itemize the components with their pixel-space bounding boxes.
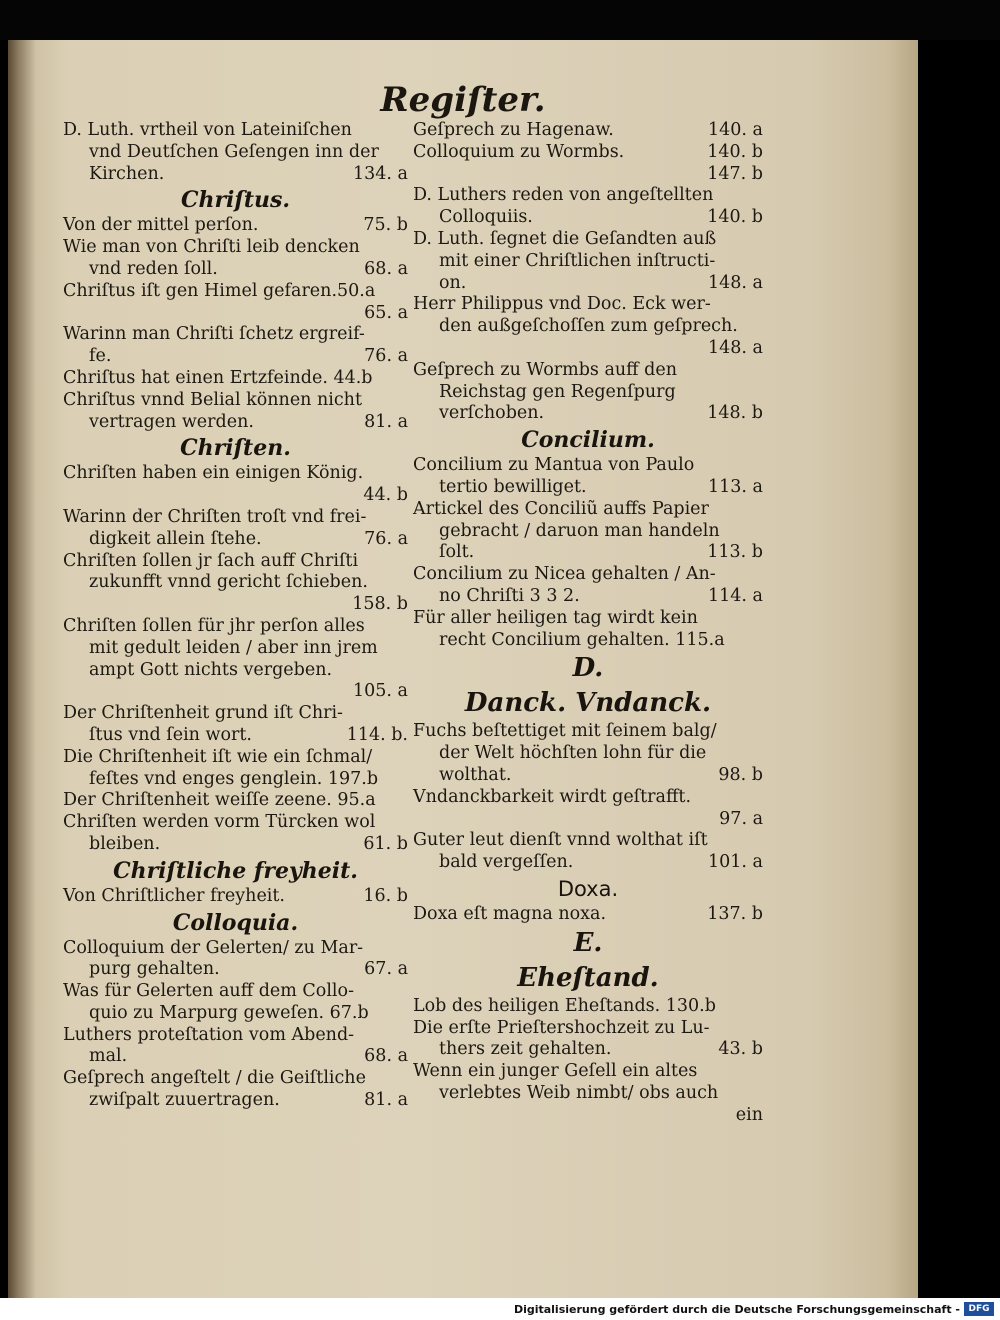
entry-text-line: purg gehalten. 67. a <box>89 959 408 980</box>
index-entry <box>413 1018 763 1062</box>
index-entry <box>63 938 408 982</box>
entry-text-line: tertio bewilliget. 113. a <box>439 476 763 497</box>
entry-text-line: Kirchen. 134. a <box>89 163 408 184</box>
entry-text-line: Geſprech angeſtelt / die Geiſtliche <box>63 1068 366 1089</box>
entry-text-line: digkeit allein ſtehe. 76. a <box>89 528 408 549</box>
index-entry <box>63 812 408 856</box>
entry-text-line: Warinn der Chriſten troſt vnd frei- <box>63 506 367 527</box>
left-column <box>63 120 408 1112</box>
entry-text-line: Chriſtus iſt gen Himel gefaren.50.a <box>63 280 376 301</box>
entry-text-line: Reichstag gen Regenſpurg <box>439 381 676 402</box>
entry-text-line: gebracht / daruon man handeln <box>439 520 720 541</box>
entry-text-line: Colloquiis. 140. b <box>439 207 763 228</box>
entry-text-line: Wie man von Chriſti leib dencken <box>63 237 360 258</box>
index-entry <box>63 368 408 390</box>
index-entry <box>63 120 408 185</box>
entry-text-line: Artickel des Conciliũ auffs Papier <box>413 498 709 519</box>
entry-text-line: Colloquium der Gelerten/ zu Mar- <box>63 937 364 958</box>
page-reference: ein <box>735 1104 763 1125</box>
section-heading: Concilium. <box>521 427 655 454</box>
entry-text-line: Guter leut dienſt vnnd wolthat iſt <box>413 830 708 851</box>
footer-credit: Digitalisierung gefördert durch die Deutsche Forschungsgemeinschaft - <box>513 1303 960 1316</box>
entry-text-line: Der Chriſtenheit grund iſt Chri- <box>63 703 343 724</box>
index-entry <box>413 455 763 499</box>
entry-text-line: ſtus vnd ſein wort. 114. b. <box>89 724 408 745</box>
entry-text-line: Colloquium zu Wormbs. 140. b <box>413 141 763 162</box>
page-reference: 16. b <box>363 885 408 906</box>
entry-text-line: zukunfft vnnd gericht ſchieben. <box>89 572 368 593</box>
page-reference: 76. a <box>364 346 408 367</box>
entry-text-line: ampt Gott nichts vergeben. <box>89 659 333 680</box>
page-reference: 43. b <box>718 1039 763 1060</box>
page-reference: 97. a <box>719 808 763 829</box>
entry-text-line: Vndanckbarkeit wirdt geſtrafft. <box>413 786 692 807</box>
index-entry <box>63 703 408 747</box>
index-entry <box>413 1061 763 1126</box>
index-entry <box>413 787 763 831</box>
page-reference: 114. b. <box>346 724 408 745</box>
entry-text-line: Concilium zu Mantua von Paulo <box>413 455 695 476</box>
entry-text-line: Herr Philippus vnd Doc. Eck wer- <box>413 294 711 315</box>
page-title: Regiſter. <box>380 80 546 120</box>
entry-text-line: Der Chriſtenheit weiſſe zeene. 95.a <box>63 790 376 811</box>
page-reference: 67. a <box>364 959 408 980</box>
page-reference: 148. b <box>707 403 763 424</box>
page-reference: 140. b <box>707 207 763 228</box>
page-reference: 148. a <box>708 337 763 358</box>
entry-text-line: zwiſpalt zuuertragen. 81. a <box>89 1090 408 1111</box>
index-entry <box>413 904 763 926</box>
entry-text-line: vnd Deutſchen Geſengen inn der <box>89 141 379 162</box>
index-entry <box>63 237 408 281</box>
index-entry <box>413 996 763 1018</box>
entry-text-line: Chriſten ſollen für jhr perſon alles <box>63 615 365 636</box>
page-reference: 158. b <box>352 594 408 615</box>
entry-text-line: wolthat. 98. b <box>439 764 763 785</box>
page-reference: 61. b <box>363 833 408 854</box>
entry-text-line: Die Chriſtenheit iſt wie ein ſchmal/ <box>63 746 373 767</box>
entry-text-line: Fuchs beſtettiget mit ſeinem balg/ <box>413 721 717 742</box>
entry-text-line: D. Luthers reden von angeſtellten <box>413 185 714 206</box>
page-reference: 105. a <box>353 681 408 702</box>
section-heading: Chriſtliche freyheit. <box>113 857 358 884</box>
entry-text-line: der Welt höchſten lohn für die <box>439 743 707 764</box>
index-entry <box>63 1068 408 1112</box>
index-entry <box>63 324 408 368</box>
entry-text-line: Luthers proteſtation vom Abend- <box>63 1024 355 1045</box>
book-page <box>8 40 918 1298</box>
entry-text-line: Chriſten werden vorm Türcken wol <box>63 812 376 833</box>
entry-text-line: vnd reden ſoll. 68. a <box>89 258 408 279</box>
entry-text-line: feſtes vnd enges genglein. 197.b <box>89 768 379 789</box>
index-entry <box>413 229 763 294</box>
page-reference: 137. b <box>707 903 763 924</box>
entry-text-line: Geſprech zu Wormbs auff den <box>413 359 677 380</box>
entry-text-line: Wenn ein junger Geſell ein altes <box>413 1061 698 1082</box>
index-entry <box>63 215 408 237</box>
entry-text-line: Warinn man Chriſti ſchetz ergreif- <box>63 324 365 345</box>
entry-text-line: Concilium zu Nicea gehalten / An- <box>413 564 716 585</box>
index-entry <box>63 616 408 703</box>
section-heading: Colloquia. <box>172 909 299 936</box>
entry-text-line: mit einer Chriſtlichen inſtructi- <box>439 250 716 271</box>
index-entry <box>413 294 763 359</box>
section-heading: Chriſtus. <box>180 187 291 214</box>
page-reference: 76. a <box>364 528 408 549</box>
entry-text-line: verlebtes Weib nimbt/ obs auch <box>439 1082 719 1103</box>
index-entry <box>413 721 763 786</box>
page-reference: 140. b <box>707 141 763 162</box>
index-entry <box>413 120 763 142</box>
section-heading: E. <box>573 927 603 958</box>
index-entry <box>63 1025 408 1069</box>
index-entry <box>413 499 763 564</box>
entry-text-line: Chriſtus hat einen Ertzfeinde. 44.b <box>63 367 373 388</box>
entry-text-line: Was für Gelerten auff dem Collo- <box>63 981 354 1002</box>
page-reference: 44. b <box>363 485 408 506</box>
index-entry <box>63 747 408 791</box>
entry-text-line: vertragen werden. 81. a <box>89 411 408 432</box>
section-heading: Chriſten. <box>180 435 291 462</box>
page-reference: 68. a <box>364 1046 408 1067</box>
entry-text-line: Lob des heiligen Eheſtands. 130.b <box>413 995 716 1016</box>
index-entry <box>413 564 763 608</box>
section-heading: Eheſtand. <box>517 962 659 993</box>
footer-bar <box>0 1298 1000 1320</box>
entry-text-line: Für aller heiligen tag wirdt kein <box>413 607 698 628</box>
entry-text-line: fe. 76. a <box>89 346 408 367</box>
entry-text-line: bald vergeſſen. 101. a <box>439 852 763 873</box>
entry-text-line: Die erſte Prieſtershochzeit zu Lu- <box>413 1017 710 1038</box>
entry-text-line: Chriſten ſollen jr ſach auff Chriſti <box>63 550 359 571</box>
index-entry <box>63 551 408 616</box>
entry-text-line: Doxa eſt magna noxa. 137. b <box>413 903 763 924</box>
entry-text-line: thers zeit gehalten. 43. b <box>439 1039 763 1060</box>
entry-text-line: D. Luth. vrtheil von Lateiniſchen <box>63 120 352 140</box>
page-reference: 113. a <box>708 476 763 497</box>
page-reference: 65. a <box>364 302 408 323</box>
entry-text-line: Chriſtus vnnd Belial können nicht <box>63 389 362 410</box>
right-column <box>413 120 763 1126</box>
page-reference: 81. a <box>364 1090 408 1111</box>
entry-text-line: Von Chriſtlicher freyheit. 16. b <box>63 885 408 906</box>
page-reference: 147. b <box>707 163 763 184</box>
entry-text-line: D. Luth. ſegnet die Geſandten auß <box>413 228 717 249</box>
entry-text-line: mit gedult leiden / aber inn jrem <box>89 637 378 658</box>
entry-text-line: ſolt. 113. b <box>439 542 763 563</box>
index-entry <box>413 185 763 229</box>
index-entry <box>413 608 763 652</box>
page-reference: 114. a <box>708 585 763 606</box>
index-entry <box>413 360 763 425</box>
entry-text-line: verſchoben. 148. b <box>439 403 763 424</box>
index-entry <box>63 507 408 551</box>
index-entry <box>63 281 408 325</box>
index-entry <box>63 463 408 507</box>
entry-text-line: Chriſten haben ein einigen König. <box>63 463 364 484</box>
dfg-logo: DFG <box>964 1302 994 1316</box>
entry-text-line: quio zu Marpurg geweſen. 67.b <box>89 1002 369 1023</box>
section-heading: D. <box>572 653 604 684</box>
page-reference: 140. a <box>708 120 763 140</box>
page-reference: 134. a <box>353 163 408 184</box>
index-entry <box>63 390 408 434</box>
entry-text-line: mal. 68. a <box>89 1046 408 1067</box>
entry-text-line: Geſprech zu Hagenaw. 140. a <box>413 120 763 140</box>
page-reference: 81. a <box>364 411 408 432</box>
index-entry <box>63 886 408 908</box>
page-reference: 75. b <box>363 215 408 236</box>
scan-background <box>0 0 1000 40</box>
page-reference: 68. a <box>364 258 408 279</box>
page-reference: 98. b <box>718 764 763 785</box>
entry-text-line: no Chriſti 3 3 2. 114. a <box>439 585 763 606</box>
index-entry <box>63 981 408 1025</box>
index-entry <box>413 142 763 186</box>
section-heading: Danck. Vndanck. <box>464 688 712 719</box>
section-heading: Doxa. <box>557 876 619 901</box>
page-reference: 113. b <box>707 542 763 563</box>
index-entry <box>63 790 408 812</box>
entry-text-line: Von der mittel perſon. 75. b <box>63 215 408 236</box>
entry-text-line: den außgeſchoſſen zum geſprech. <box>439 316 738 337</box>
page-reference: 148. a <box>708 272 763 293</box>
page-reference: 101. a <box>708 852 763 873</box>
entry-text-line: on. 148. a <box>439 272 763 293</box>
entry-text-line: bleiben. 61. b <box>89 833 408 854</box>
entry-text-line: recht Concilium gehalten. 115.a <box>439 629 725 650</box>
index-entry <box>413 830 763 874</box>
